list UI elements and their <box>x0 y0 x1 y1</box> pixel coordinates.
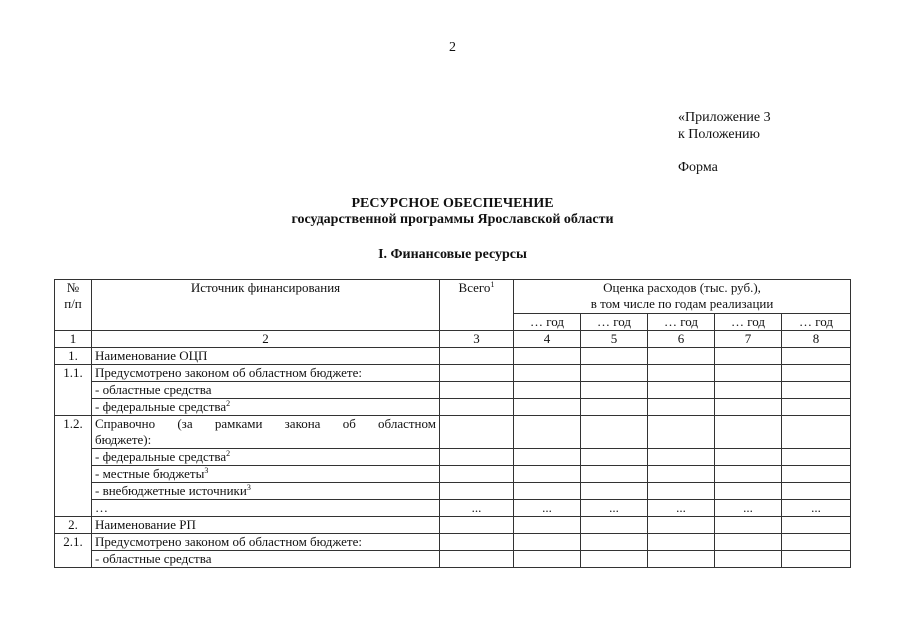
column-number: 3 <box>440 331 514 348</box>
row-number: 2.1. <box>55 534 92 568</box>
column-number: 8 <box>782 331 851 348</box>
row-label: Наименование РП <box>92 517 440 534</box>
table-row <box>55 399 851 416</box>
ellipsis-cell: ... <box>440 500 514 517</box>
row-label: Предусмотрено законом об областном бюджете: <box>92 365 440 382</box>
table-header <box>55 280 851 348</box>
table-row <box>55 365 851 382</box>
row-label: - федеральные средства$^2$ <box>92 449 440 466</box>
header-source: Источник финансирования <box>92 280 440 331</box>
section-title: I. Финансовые ресурсы <box>378 247 527 262</box>
row-number: 2. <box>55 517 92 534</box>
column-number: 4 <box>514 331 581 348</box>
table-row <box>55 483 851 500</box>
table-row <box>55 466 851 483</box>
row-label: - внебюджетные источники$^3$ <box>92 483 440 500</box>
row-label: - областные средства <box>92 382 440 399</box>
table-body <box>55 348 851 568</box>
column-number: 6 <box>648 331 715 348</box>
header-total: Всего$^1$ <box>440 280 514 331</box>
table-row <box>55 416 851 449</box>
row-number: 1.2. <box>55 416 92 517</box>
column-number-row <box>55 331 851 348</box>
column-number: 2 <box>92 331 440 348</box>
ellipsis-cell: ... <box>514 500 581 517</box>
document-title: РЕСУРСНОЕ ОБЕСПЕЧЕНИЕ <box>351 196 554 211</box>
column-number: 5 <box>581 331 648 348</box>
row-number: 1.1. <box>55 365 92 416</box>
table-row <box>55 348 851 365</box>
appendix-line-1: «Приложение 3 <box>678 110 771 125</box>
row-label: - федеральные средства$^2$ <box>92 399 440 416</box>
header-year: … год <box>715 314 782 331</box>
header-year: … год <box>581 314 648 331</box>
table-row <box>55 534 851 551</box>
form-label: Форма <box>678 160 718 175</box>
table-row <box>55 449 851 466</box>
row-label: Справочно (за рамками закона об областном бюджете): <box>92 416 440 449</box>
page-number: 2 <box>449 40 456 55</box>
header-estimate: Оценка расходов (тыс. руб.), в том числе по годам реализации <box>514 280 851 314</box>
column-number: 1 <box>55 331 92 348</box>
row-label: - местные бюджеты$^3$ <box>92 466 440 483</box>
appendix-line-2: к Положению <box>678 127 761 142</box>
row-number: 1. <box>55 348 92 365</box>
ellipsis-cell: ... <box>648 500 715 517</box>
document-subtitle: государственной программы Ярославской области <box>291 212 614 227</box>
header-year: … год <box>514 314 581 331</box>
header-year: … год <box>782 314 851 331</box>
header-number: № п/п <box>55 280 92 331</box>
ellipsis-cell: ... <box>581 500 648 517</box>
ellipsis-cell: ... <box>782 500 851 517</box>
column-number: 7 <box>715 331 782 348</box>
row-label: … <box>92 500 440 517</box>
appendix-note <box>678 109 771 143</box>
ellipsis-cell: ... <box>715 500 782 517</box>
row-label: Предусмотрено законом об областном бюджете: <box>92 534 440 551</box>
header-year: … год <box>648 314 715 331</box>
table-row <box>55 517 851 534</box>
row-label: Наименование ОЦП <box>92 348 440 365</box>
table-row <box>55 500 851 517</box>
row-label: - областные средства <box>92 551 440 568</box>
financial-resources-table <box>54 279 851 568</box>
table-row <box>55 382 851 399</box>
table-row <box>55 551 851 568</box>
